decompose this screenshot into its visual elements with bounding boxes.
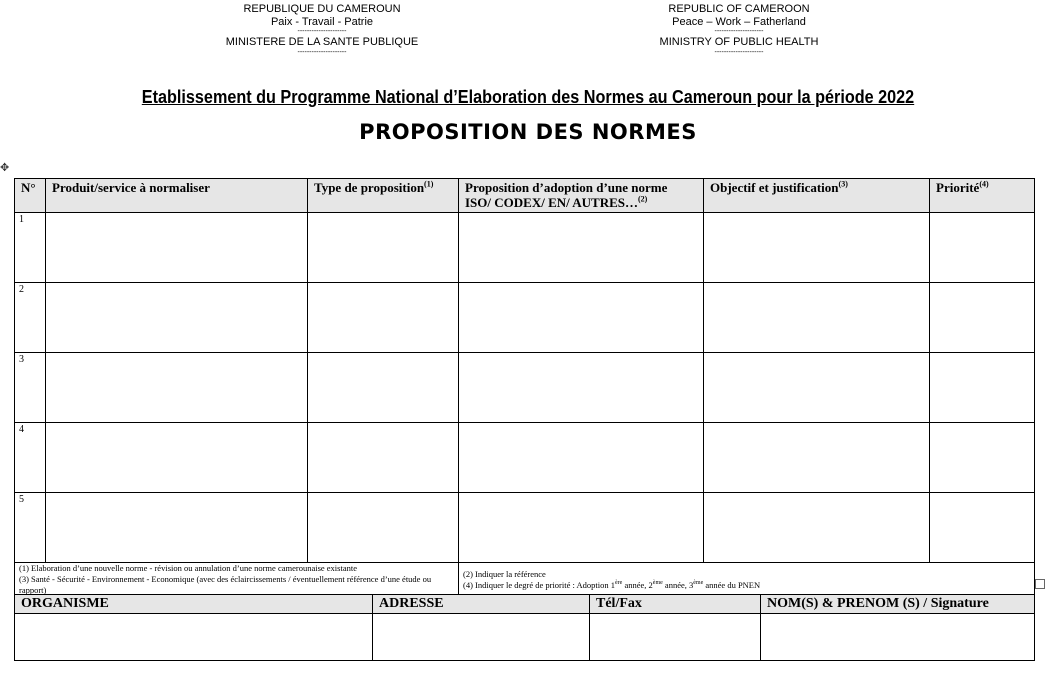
cell-name-signature[interactable] [761, 614, 1035, 661]
cell-type[interactable] [308, 213, 459, 283]
cell-objective[interactable] [704, 493, 930, 563]
footnote-2: (2) Indiquer la référence [463, 568, 546, 579]
col-header-product-label: Produit/service à normaliser [52, 180, 210, 195]
table-row [15, 423, 1035, 493]
col-header-priority-label: Priorité [936, 180, 980, 195]
footnote-4-part-b: année, 2 [622, 579, 653, 590]
col-header-number-label: N° [21, 180, 36, 195]
footnote-1: (1) Elaboration d’une nouvelle norme - révision ou annulation d’une norme camerounaise existante [19, 563, 357, 573]
col-header-type-label: Type de proposition [314, 180, 425, 195]
footnote-4-sup-1: ère [615, 579, 623, 586]
col-header-adresse: ADRESSE [373, 595, 590, 614]
contact-table-header [15, 595, 1035, 614]
row-number: 4 [15, 423, 46, 493]
cell-product[interactable] [46, 213, 308, 283]
col-header-priority [930, 179, 1035, 213]
cell-type[interactable] [308, 283, 459, 353]
header-left-country: REPUBLIQUE DU CAMEROUN [243, 3, 401, 15]
col-header-type [308, 179, 459, 213]
cell-adresse[interactable] [373, 614, 590, 661]
cell-product[interactable] [46, 423, 308, 493]
cell-adoption[interactable] [459, 423, 704, 493]
cell-type[interactable] [308, 423, 459, 493]
proposals-table [14, 178, 1035, 597]
row-number: 5 [15, 493, 46, 563]
table-row [15, 213, 1035, 283]
cell-product[interactable] [46, 353, 308, 423]
table-row [15, 493, 1035, 563]
cell-priority[interactable] [930, 493, 1035, 563]
cell-priority[interactable] [930, 283, 1035, 353]
contact-table [14, 594, 1035, 661]
cell-product[interactable] [46, 493, 308, 563]
footnote-4-part-a: (4) Indiquer le degré de priorité : Adoption 1 [463, 579, 616, 590]
header-left-separator-1: --------------------- [297, 28, 347, 35]
cell-type[interactable] [308, 493, 459, 563]
cell-objective[interactable] [704, 283, 930, 353]
header-right [632, 3, 846, 57]
col-header-number [15, 179, 46, 213]
document-subtitle: Etablissement du Programme National d’Elaboration des Normes au Cameroun pour la période 2022 [141, 87, 915, 107]
cell-objective[interactable] [704, 353, 930, 423]
header-right-ministry: MINISTRY OF PUBLIC HEALTH [659, 36, 819, 48]
footnotes-row [15, 563, 1035, 597]
col-header-objective-label: Objectif et justification [710, 180, 839, 195]
footnote-4-sup-3: ème [693, 579, 704, 586]
table-row [15, 614, 1035, 661]
col-header-type-footnote: (1) [424, 179, 434, 189]
cell-product[interactable] [46, 283, 308, 353]
cell-objective[interactable] [704, 423, 930, 493]
cell-priority[interactable] [930, 213, 1035, 283]
cell-organisme[interactable] [15, 614, 373, 661]
cell-adoption[interactable] [459, 283, 704, 353]
header-right-separator-2: --------------------- [714, 48, 764, 56]
cell-priority[interactable] [930, 423, 1035, 493]
header-left-ministry: MINISTERE DE LA SANTE PUBLIQUE [225, 36, 419, 48]
proposals-table-header [15, 179, 1035, 213]
cell-adoption[interactable] [459, 213, 704, 283]
col-header-adoption-line2: ISO/ CODEX/ EN/ AUTRES… [465, 195, 639, 210]
header-right-motto: Peace – Work – Fatherland [672, 15, 806, 28]
header-right-country: REPUBLIC OF CAMEROON [668, 3, 810, 15]
col-header-adoption-footnote: (2) [638, 194, 648, 204]
table-row [15, 353, 1035, 423]
col-header-name-signature: NOM(S) & PRENOM (S) / Signature [761, 595, 1035, 614]
col-header-product [46, 179, 308, 213]
header-left-motto: Paix - Travail - Patrie [270, 15, 374, 28]
footnote-3: (3) Santé - Sécurité - Environnement - Economique (avec des éclaircissements / éventuellement référence d’une étude ou rapport) [19, 574, 432, 595]
row-number: 2 [15, 283, 46, 353]
col-header-adoption [459, 179, 704, 213]
footnotes-left [15, 563, 459, 597]
cell-adoption[interactable] [459, 493, 704, 563]
col-header-priority-footnote: (4) [979, 179, 989, 189]
footnotes-right [459, 563, 1035, 597]
footnote-4-part-d: année du PNEN [703, 579, 761, 590]
table-move-handle-icon[interactable]: ✥ [0, 161, 10, 174]
col-header-adoption-line1: Proposition d’adoption d’une norme [465, 180, 668, 195]
col-header-tel-fax: Tél/Fax [590, 595, 761, 614]
cell-priority[interactable] [930, 353, 1035, 423]
cell-adoption[interactable] [459, 353, 704, 423]
header-left [215, 3, 429, 57]
cell-objective[interactable] [704, 213, 930, 283]
row-number: 3 [15, 353, 46, 423]
table-row [15, 283, 1035, 353]
cell-tel-fax[interactable] [590, 614, 761, 661]
table-resize-handle[interactable] [1035, 579, 1045, 589]
cell-type[interactable] [308, 353, 459, 423]
footnote-4-part-c: année, 3 [662, 579, 694, 590]
row-number: 1 [15, 213, 46, 283]
header-left-separator-2: --------------------- [297, 48, 347, 56]
footnote-4 [463, 580, 1030, 591]
footnote-4-sup-2: ème [652, 579, 663, 586]
header-right-separator-1: --------------------- [714, 28, 764, 35]
col-header-objective-footnote: (3) [838, 179, 848, 189]
document-title: PROPOSITION DES NORMES [359, 120, 697, 144]
col-header-organisme: ORGANISME [15, 595, 373, 614]
col-header-objective [704, 179, 930, 213]
